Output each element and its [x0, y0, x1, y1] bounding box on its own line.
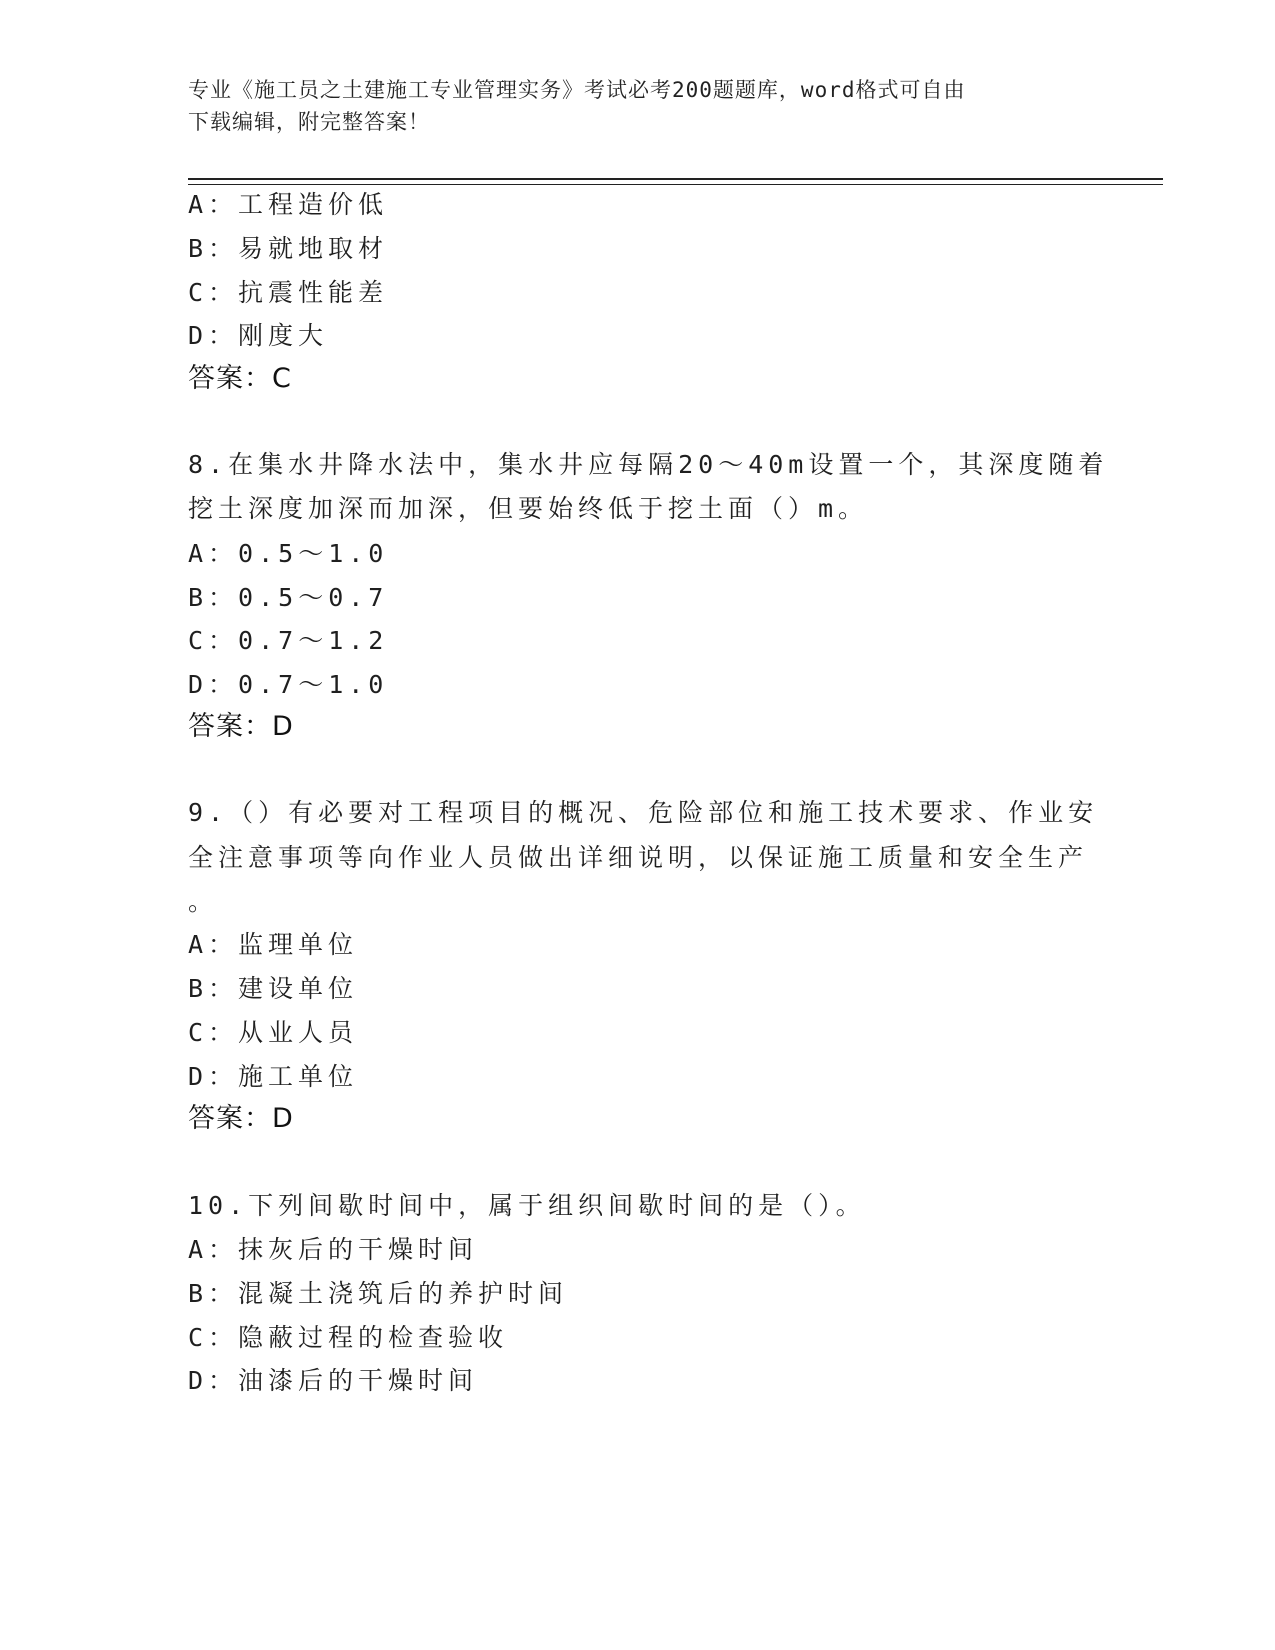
q7-answer: 答案：C — [188, 363, 292, 394]
q7-option-d: D：刚度大 — [188, 321, 329, 350]
q8-answer: 答案：D — [188, 711, 294, 742]
q8-stem-line-1: 8.在集水井降水法中，集水井应每隔20～40m设置一个，其深度随着 — [188, 450, 1109, 479]
q10-option-b: B：混凝土浇筑后的养护时间 — [188, 1279, 569, 1308]
q9-stem-line-1: 9.（）有必要对工程项目的概况、危险部位和施工技术要求、作业安 — [188, 798, 1099, 827]
header-divider-thin — [188, 184, 1163, 185]
q10-option-d: D：油漆后的干燥时间 — [188, 1366, 479, 1395]
header-divider-thick — [188, 178, 1163, 180]
q9-stem-line-3: 。 — [188, 887, 219, 916]
q9-option-d: D：施工单位 — [188, 1062, 359, 1091]
q7-option-c: C：抗震性能差 — [188, 278, 389, 307]
q9-option-a: A：监理单位 — [188, 930, 359, 959]
q8-option-d: D：0.7～1.0 — [188, 670, 389, 699]
q8-option-b: B：0.5～0.7 — [188, 583, 389, 612]
q7-option-a: A：工程造价低 — [188, 190, 389, 219]
q10-stem-line-1: 10.下列间歇时间中，属于组织间歇时间的是（）。 — [188, 1191, 866, 1220]
header-line-2: 下载编辑，附完整答案！ — [188, 110, 430, 134]
q9-option-c: C：从业人员 — [188, 1018, 359, 1047]
q9-answer: 答案：D — [188, 1103, 294, 1134]
q8-stem-line-2: 挖土深度加深而加深，但要始终低于挖土面（）m。 — [188, 494, 869, 523]
q9-stem-line-2: 全注意事项等向作业人员做出详细说明，以保证施工质量和安全生产 — [188, 843, 1089, 872]
header-line-1: 专业《施工员之土建施工专业管理实务》考试必考200题题库，word格式可自由 — [188, 78, 966, 102]
document-header — [188, 74, 1088, 138]
q8-option-c: C：0.7～1.2 — [188, 626, 389, 655]
q10-option-a: A：抹灰后的干燥时间 — [188, 1235, 479, 1264]
q8-option-a: A：0.5～1.0 — [188, 539, 389, 568]
q9-option-b: B：建设单位 — [188, 974, 359, 1003]
q10-option-c: C：隐蔽过程的检查验收 — [188, 1323, 509, 1352]
q7-option-b: B：易就地取材 — [188, 234, 389, 263]
